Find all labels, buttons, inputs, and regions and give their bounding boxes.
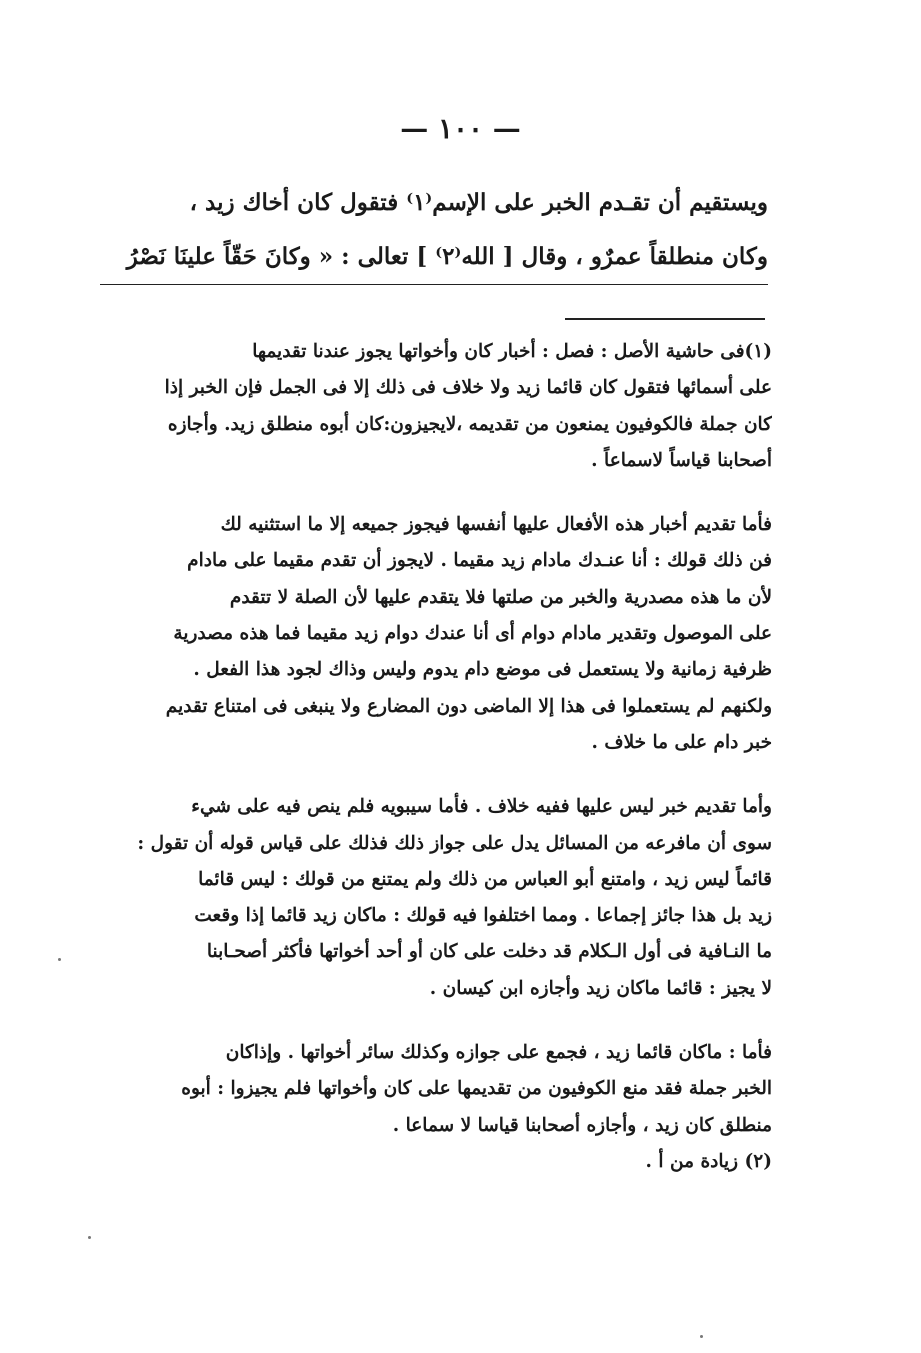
paragraph-gap — [96, 761, 772, 789]
footnote-line: قائماً ليس زيد ، وامتنع أبو العباس من ذلك ولم يمتنع من قولك : ليس قائما — [198, 868, 772, 890]
main-text-line: وكان منطلقاً عمرٌو ، وقال [ الله⁽٢⁾ ] تعالى : « وكانَ حَقّاً علينَا نَصْرُ — [100, 230, 768, 285]
footnote-line: لا يجيز : قائما ماكان زيد وأجازه ابن كيسان . — [429, 977, 772, 999]
footnote-line: لأن ما هذه مصدرية والخبر من صلتها فلا يتقدم عليها لأن الصلة لا تتقدم — [229, 586, 772, 608]
footnote-line: ظرفية زمانية ولا يستعمل فى موضع دام يدوم وليس وذاك لجود هذا الفعل . — [193, 659, 772, 681]
footnote-line: ما النـافية فى أول الـكلام قد دخلت على كان أو أحد أخواتها فأكثر أصحـابنا — [206, 941, 772, 963]
page-number: — ١٠٠ — — [400, 112, 521, 145]
footnote-paragraph — [96, 1144, 772, 1180]
footnote-line: ولكنهم لم يستعملوا فى هذا إلا الماضى دون المضارع ولا ينبغى فى امتناع تقديم — [165, 695, 772, 717]
footnote-line: منطلق كان زيد ، وأجازه أصحابنا قياسا لا سماعا . — [392, 1114, 772, 1136]
footnote-paragraph — [96, 507, 772, 761]
footnote-line: الخبر جملة فقد منع الكوفيون من تقديمها على كان وأخواتها فلم يجيزوا : أبوه — [181, 1078, 772, 1100]
footnote-line: أصحابنا قياساً لاسماعاً . — [591, 449, 772, 471]
footnote-line: فأما : ماكان قائما زيد ، فجمع على جوازه وكذلك سائر أخواتها . وإذاكان — [225, 1042, 772, 1064]
footnote-paragraph — [96, 334, 772, 479]
footnote-line: كان جملة فالكوفيون يمنعون من تقديمه ،لايجيزون:كان أبوه منطلق زيد. وأجازه — [167, 413, 772, 435]
footnote-line: (٢) زيادة من أ . — [645, 1150, 772, 1172]
paper-speck — [88, 1236, 91, 1239]
paper-speck — [700, 1335, 703, 1338]
footnote-line: سوى أن مافرعه من المسائل يدل على جواز ذلك فذلك على قياس قوله أن تقول : — [137, 832, 772, 854]
footnote-line: وأما تقديم خبر ليس عليها ففيه خلاف . فأما سيبويه فلم ينص فيه على شيء — [191, 796, 772, 818]
footnote-line: خبر دام على ما خلاف . — [591, 731, 772, 753]
paragraph-gap — [96, 479, 772, 507]
main-text-line: ويستقيم أن تقـدم الخبر على الإسم⁽١⁾ فتقول كان أخاك زيد ، — [189, 189, 768, 216]
footnote-line: فأما تقديم أخبار هذه الأفعال عليها أنفسها فيجوز جميعه إلا ما استثنيه لك — [220, 514, 772, 536]
footnotes — [96, 334, 772, 1180]
paper-speck — [58, 958, 61, 961]
paragraph-gap — [96, 1007, 772, 1035]
footnote-line: على الموصول وتقدير مادام دوام أى أنا عندك دوام زيد مقيما فما هذه مصدرية — [173, 623, 772, 645]
footnote-line: (١)فى حاشية الأصل : فصل : أخبار كان وأخواتها يجوز عندنا تقديمها — [252, 341, 772, 362]
footnote-paragraph — [96, 789, 772, 1007]
footnote-line: فن ذلك قولك : أنا عنـدك مادام زيد مقيما . لايجوز أن تقدم مقيما على مادام — [187, 550, 772, 572]
footnote-separator — [565, 318, 765, 320]
main-body-text — [100, 176, 768, 285]
footnote-line: على أسمائها فتقول كان قائما زيد ولا خلاف فى ذلك إلا فى الجمل فإن الخبر إذا — [164, 377, 772, 399]
footnote-paragraph — [96, 1035, 772, 1144]
footnote-line: زيد بل هذا جائز إجماعا . ومما اختلفوا فيه قولك : ماكان زيد قائما إذا وقعت — [194, 905, 772, 927]
